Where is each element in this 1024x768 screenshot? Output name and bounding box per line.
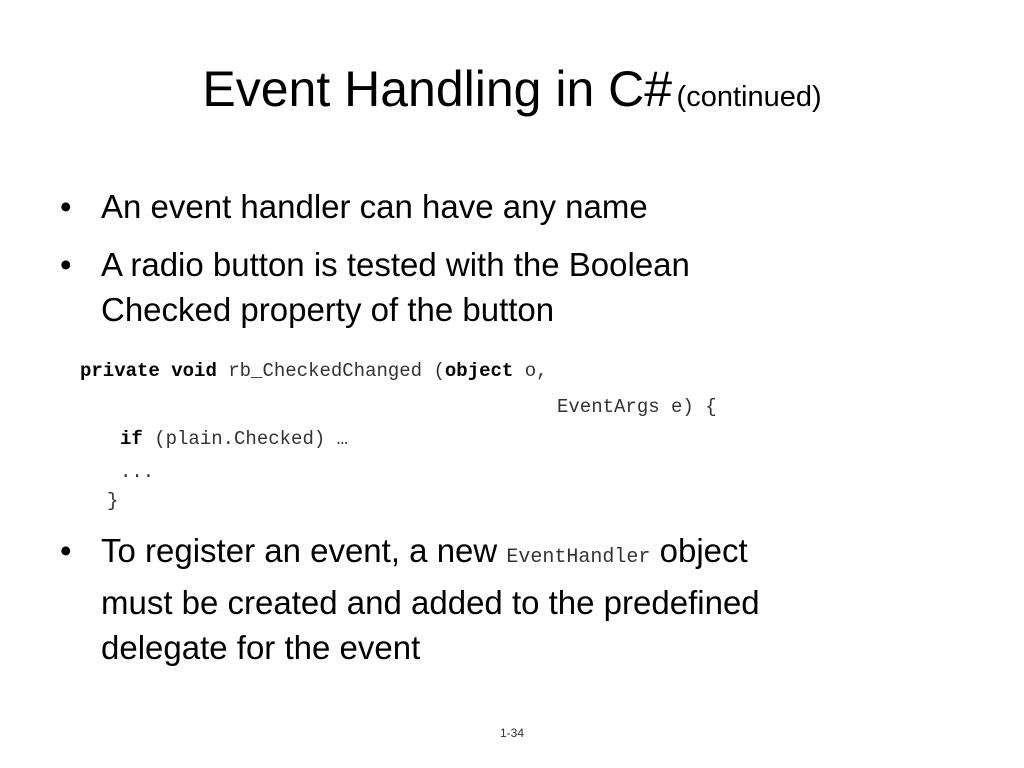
code-open-paren: (	[433, 360, 445, 382]
bullet-3-line-1-post: object	[659, 532, 748, 569]
code-keyword-private: private	[80, 360, 160, 382]
title-main: Event Handling in C#	[202, 61, 673, 117]
bullet-dot-icon: •	[60, 532, 72, 569]
code-method-name: rb_CheckedChanged	[228, 360, 423, 382]
bullet-3-line-2: must be created and added to the predefined	[101, 584, 760, 621]
code-line-1	[80, 359, 548, 383]
bullet-3-line-1-pre: To register an event, a new	[101, 532, 498, 569]
bullet-2-text	[101, 242, 690, 332]
bullet-2-line-1: A radio button is tested with the Boolean	[101, 246, 690, 283]
bullet-1-text: An event handler can have any name	[101, 188, 648, 225]
slide-title	[0, 61, 1024, 117]
bullet-3-line-3: delegate for the event	[101, 629, 421, 666]
bullet-3-text	[101, 528, 760, 670]
code-condition: (plain.Checked) …	[154, 428, 349, 450]
code-line-5: }	[107, 490, 119, 512]
code-param-o: o,	[524, 360, 548, 382]
code-keyword-if: if	[120, 428, 143, 450]
bullet-dot-icon: •	[60, 246, 72, 283]
code-line-3	[120, 427, 348, 451]
code-line-2: EventArgs e) {	[557, 396, 717, 418]
page-number: 1-34	[499, 726, 525, 740]
code-line-4: ...	[120, 461, 155, 483]
code-keyword-object: object	[444, 360, 514, 382]
title-suffix: (continued)	[676, 81, 822, 113]
bullet-dot-icon: •	[60, 188, 72, 225]
bullet-3-inline-code: EventHandler	[506, 546, 651, 569]
bullet-2-line-2: Checked property of the button	[101, 291, 555, 328]
code-keyword-void: void	[171, 360, 217, 382]
